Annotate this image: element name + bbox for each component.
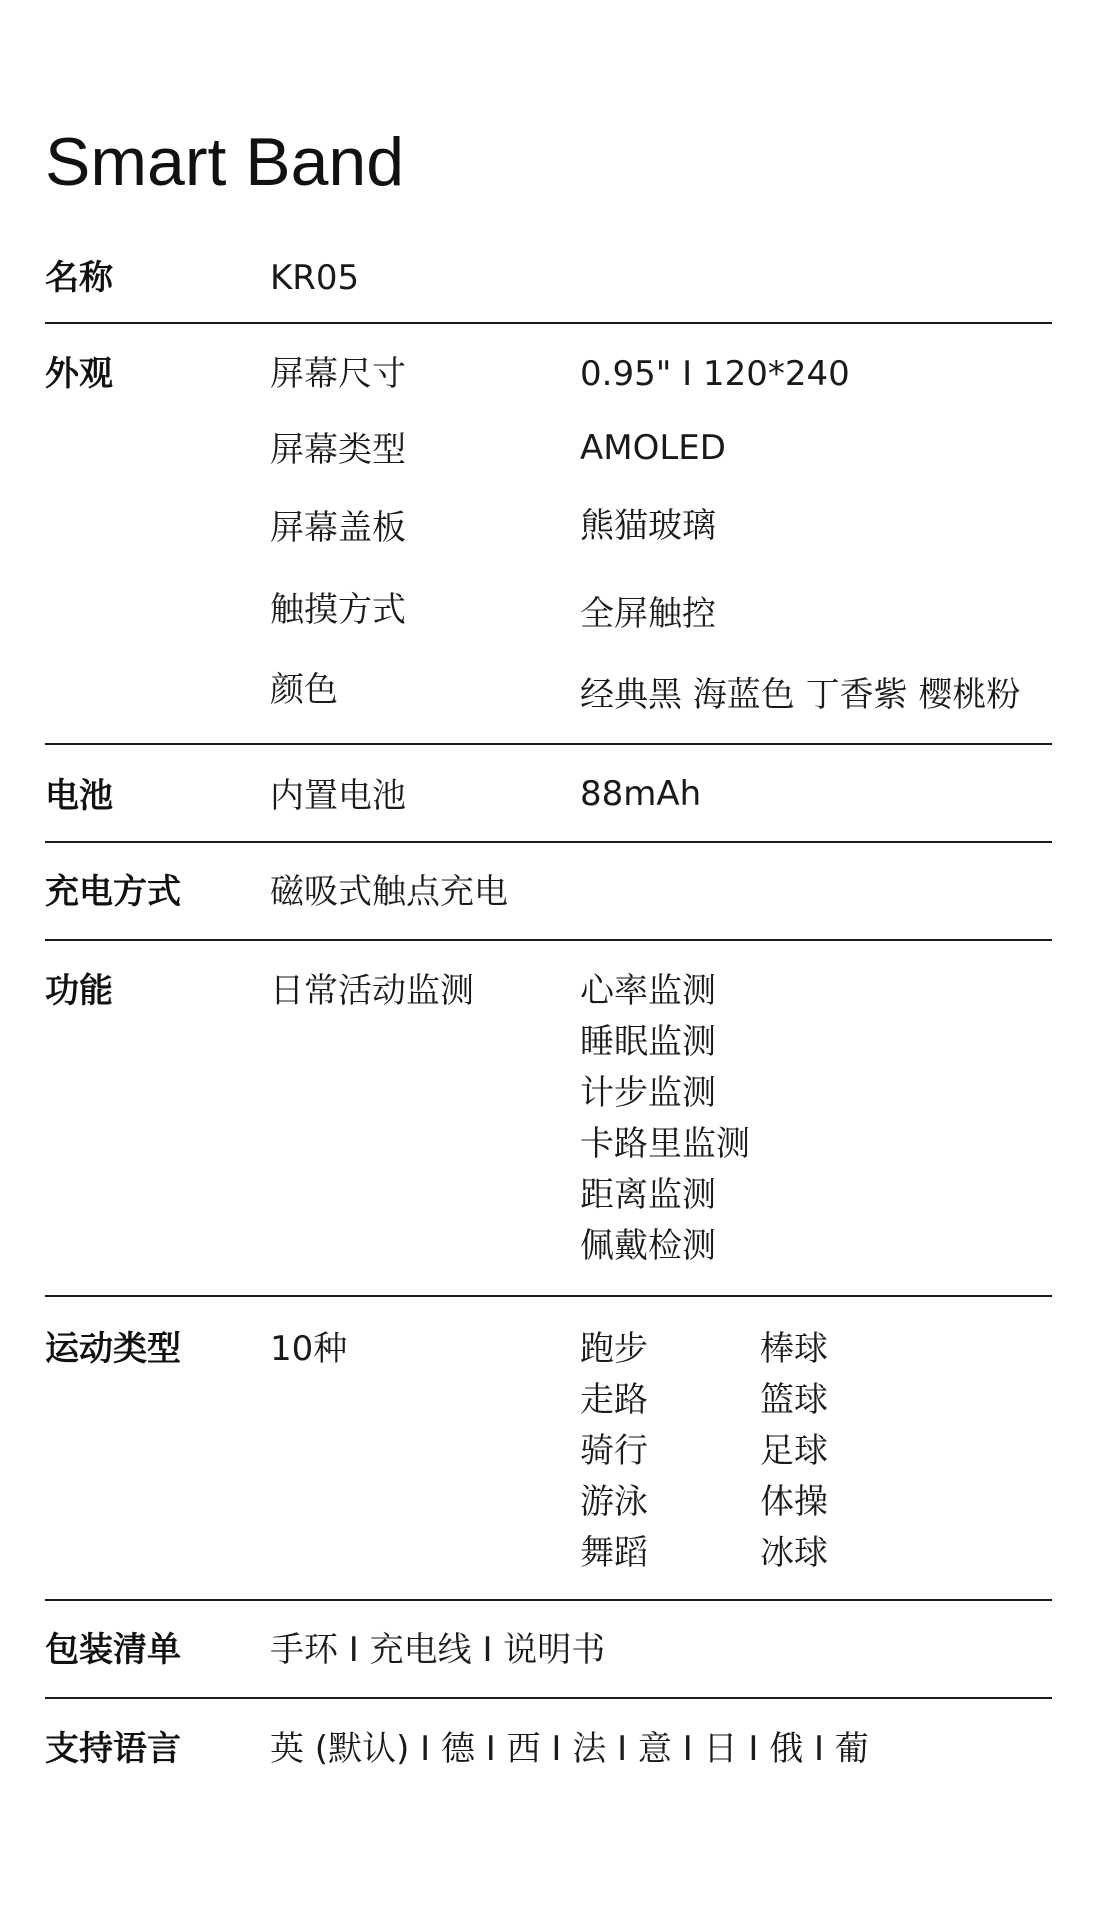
sport-item: 棒球	[760, 1329, 828, 1369]
languages-label: 支持语言	[45, 1729, 181, 1769]
function-item: 计步监测	[580, 1073, 716, 1113]
screen-type-value: AMOLED	[580, 428, 726, 468]
sport-item: 游泳	[580, 1482, 648, 1522]
screen-size-key: 屏幕尺寸	[270, 354, 406, 394]
daily-activity-key: 日常活动监测	[270, 971, 474, 1011]
function-item: 睡眠监测	[580, 1022, 716, 1062]
package-label: 包装清单	[45, 1630, 181, 1670]
function-item: 距离监测	[580, 1175, 716, 1215]
sport-item: 走路	[580, 1380, 648, 1420]
divider	[45, 1599, 1052, 1601]
function-item: 佩戴检测	[580, 1226, 716, 1266]
sport-item: 足球	[760, 1431, 828, 1471]
battery-value: 88mAh	[580, 774, 702, 814]
sport-item: 骑行	[580, 1431, 648, 1471]
battery-label: 电池	[45, 776, 113, 816]
sport-item: 体操	[760, 1482, 828, 1522]
screen-size-value: 0.95" I 120*240	[580, 354, 850, 394]
name-label: 名称	[45, 258, 113, 298]
battery-key: 内置电池	[270, 776, 406, 816]
sports-label: 运动类型	[45, 1329, 181, 1369]
package-value: 手环 I 充电线 I 说明书	[270, 1630, 606, 1670]
function-item: 心率监测	[580, 971, 716, 1011]
sports-count: 10种	[270, 1329, 348, 1369]
color-value: 经典黑 海蓝色 丁香紫 樱桃粉	[580, 675, 1021, 715]
screen-type-key: 屏幕类型	[270, 430, 406, 470]
charging-label: 充电方式	[45, 872, 181, 912]
sport-item: 舞蹈	[580, 1533, 648, 1573]
languages-value: 英 (默认) I 德 I 西 I 法 I 意 I 日 I 俄 I 葡	[270, 1729, 869, 1769]
divider	[45, 939, 1052, 941]
sport-item: 跑步	[580, 1329, 648, 1369]
color-key: 颜色	[270, 670, 338, 710]
touch-mode-value: 全屏触控	[580, 594, 716, 634]
appearance-label: 外观	[45, 354, 113, 394]
divider	[45, 841, 1052, 843]
divider	[45, 322, 1052, 324]
function-item: 卡路里监测	[580, 1124, 750, 1164]
name-value: KR05	[270, 258, 360, 298]
page-title: Smart Band	[45, 124, 405, 200]
screen-cover-value: 熊猫玻璃	[580, 506, 716, 546]
divider	[45, 1295, 1052, 1297]
functions-label: 功能	[45, 971, 113, 1011]
screen-cover-key: 屏幕盖板	[270, 508, 406, 548]
divider	[45, 1697, 1052, 1699]
divider	[45, 743, 1052, 745]
touch-mode-key: 触摸方式	[270, 590, 406, 630]
sport-item: 篮球	[760, 1380, 828, 1420]
sport-item: 冰球	[760, 1533, 828, 1573]
charging-value: 磁吸式触点充电	[270, 872, 508, 912]
